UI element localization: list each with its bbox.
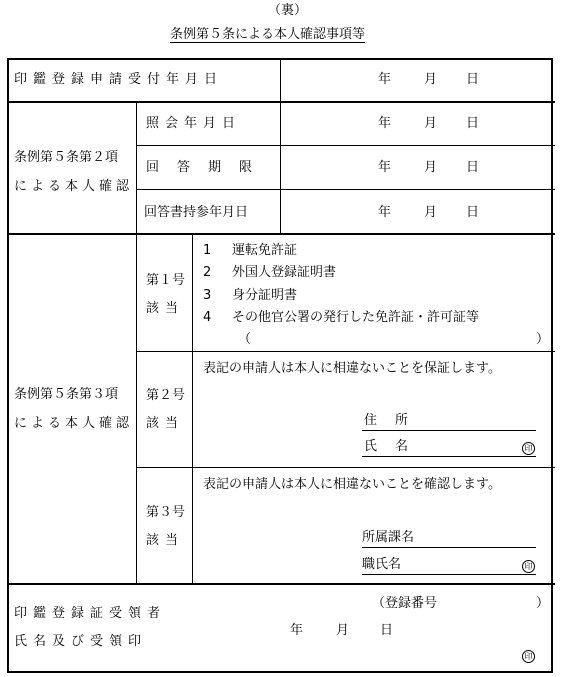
option-text: 外国人登録証明書 <box>232 265 337 280</box>
item2-label-line2: 該当 <box>146 416 185 431</box>
day-label: 日 <box>466 116 480 131</box>
reply-brought-date-label: 回答書持参年月日 <box>144 205 249 220</box>
option-number: 3 <box>203 288 212 303</box>
year-label: 年 <box>378 116 392 131</box>
side-label: （裏） <box>268 3 308 18</box>
close-paren: ） <box>536 332 550 347</box>
open-paren: （ <box>238 332 252 347</box>
month-label: 月 <box>336 623 350 638</box>
month-label: 月 <box>424 72 438 87</box>
seal-mark-icon[interactable]: 印 <box>522 650 535 663</box>
registration-date-label: 印鑑登録申請受付年月日 <box>14 72 224 87</box>
reply-deadline-label: 回答期限 <box>146 160 271 175</box>
option-number: 4 <box>203 310 212 325</box>
year-label: 年 <box>378 205 392 220</box>
option-number: 1 <box>203 243 212 258</box>
item1-label-line1: 第１号 <box>146 273 186 288</box>
sec2-label-line1: 条例第５条第２項 <box>14 150 119 165</box>
confirm-statement: 表記の申請人は本人に相違ないことを確認します。 <box>203 477 501 492</box>
item3-label-line2: 該当 <box>146 533 185 548</box>
year-label: 年 <box>378 160 392 175</box>
seal-mark-icon: 印 <box>522 560 535 573</box>
year-label: 年 <box>378 72 392 87</box>
year-label: 年 <box>290 623 304 638</box>
sec3-label-line1: 条例第５条第３項 <box>14 387 119 402</box>
staff-name-label: 職氏名 <box>362 557 402 572</box>
month-label: 月 <box>424 205 438 220</box>
sec2-label-line2: による本人確認 <box>14 179 134 194</box>
sec3-label-line2: による本人確認 <box>14 416 134 431</box>
day-label: 日 <box>466 160 480 175</box>
guarantee-statement: 表記の申請人は本人に相違ないことを保証します。 <box>203 361 501 376</box>
day-label: 日 <box>466 72 480 87</box>
month-label: 月 <box>424 116 438 131</box>
item1-label-line2: 該当 <box>146 301 185 316</box>
option-text: 運転免許証 <box>232 243 298 258</box>
receipt-label-line1: 印鑑登録証受領者 <box>14 606 167 621</box>
inquiry-date-label: 照会年月日 <box>146 116 242 131</box>
option-text: 身分証明書 <box>232 288 298 303</box>
day-label: 日 <box>466 205 480 220</box>
option-text: その他官公署の発行した免許証・許可証等 <box>232 310 480 325</box>
name-label: 氏名 <box>364 439 427 454</box>
address-label: 住所 <box>364 413 427 428</box>
receipt-label-line2: 氏名及び受領印 <box>14 634 148 649</box>
month-label: 月 <box>424 160 438 175</box>
item3-label-line1: 第３号 <box>146 505 186 520</box>
item2-label-line1: 第２号 <box>146 388 186 403</box>
reg-number-close: ） <box>536 596 550 611</box>
form-title: 条例第５条による本人確認事項等 <box>170 27 366 42</box>
seal-mark-icon: 印 <box>522 442 535 455</box>
department-label: 所属課名 <box>362 530 415 545</box>
reg-number-label: （登録番号 <box>372 596 438 611</box>
day-label: 日 <box>380 623 394 638</box>
option-number: 2 <box>203 265 212 280</box>
